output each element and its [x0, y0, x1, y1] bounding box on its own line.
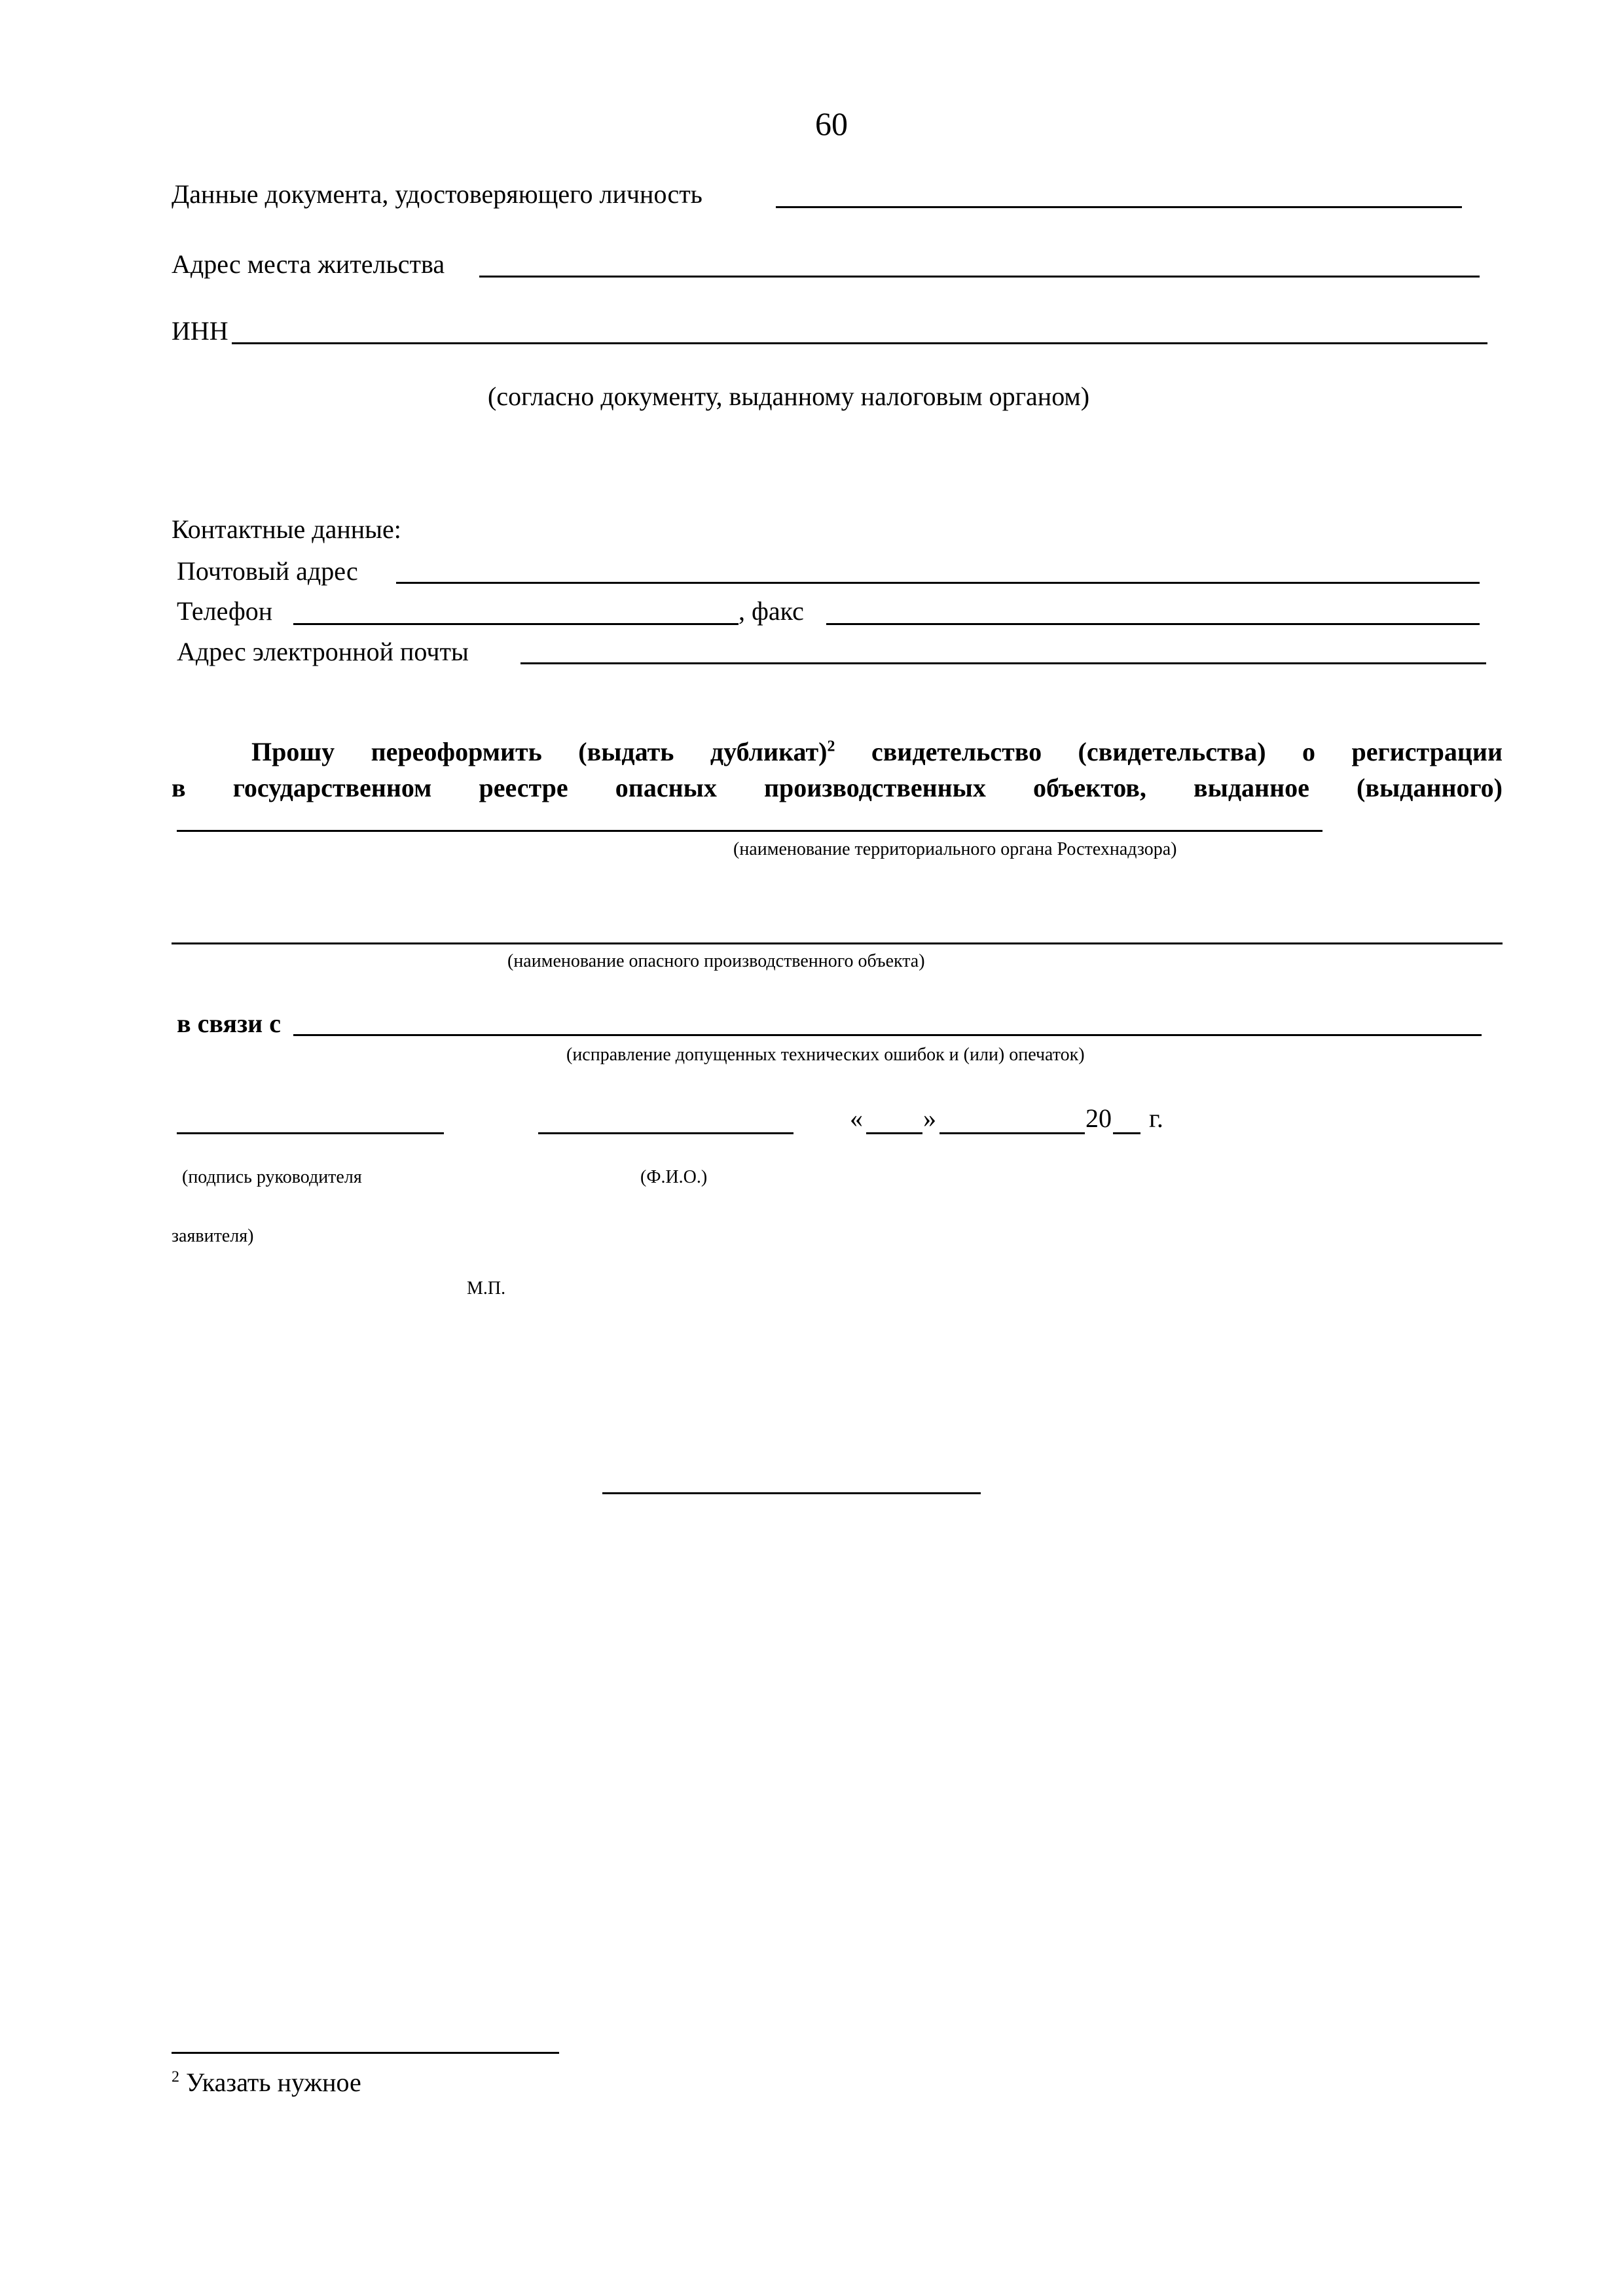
signature-caption-line-2: заявителя): [172, 1226, 254, 1246]
date-year-field[interactable]: [1113, 1132, 1140, 1134]
hazardous-object-caption: (наименование опасного производственного объекта): [507, 951, 925, 971]
territorial-organ-caption: (наименование территориального органа Ростехнадзора): [733, 839, 1177, 859]
separator-line: [602, 1492, 981, 1494]
stamp-label: М.П.: [467, 1278, 506, 1299]
hazardous-object-field[interactable]: [172, 942, 1503, 944]
request-line-1-part-1: Прошу переоформить (выдать дубликат): [251, 737, 828, 766]
date-open-quote: «: [850, 1103, 863, 1133]
contacts-heading: Контактные данные:: [172, 514, 401, 544]
request-line-1-part-2: свидетельство (свидетельства) о регистрации: [835, 737, 1503, 766]
phone-field[interactable]: [293, 623, 739, 625]
page-number: 60: [815, 105, 848, 142]
date-month-field[interactable]: [939, 1132, 1085, 1134]
footnote-reference: 2: [827, 738, 835, 755]
request-line-2: в государственном реестре опасных производственных объектов, выданное (выданного): [172, 773, 1503, 802]
footnote-rule: [172, 2052, 559, 2054]
email-label: Адрес электронной почты: [177, 637, 469, 666]
postal-address-field[interactable]: [396, 582, 1480, 584]
request-line-1: [172, 736, 1503, 768]
postal-address-label: Почтовый адрес: [177, 556, 358, 586]
inn-note: (согласно документу, выданному налоговым органом): [488, 382, 1090, 411]
fio-caption: (Ф.И.О.): [640, 1167, 708, 1187]
signature-caption-line-1: (подпись руководителя: [182, 1167, 362, 1187]
fio-field[interactable]: [538, 1132, 793, 1134]
phone-label: Телефон: [177, 596, 273, 626]
date-year-suffix: г.: [1149, 1103, 1163, 1133]
email-field[interactable]: [520, 662, 1486, 664]
inn-field[interactable]: [232, 342, 1487, 344]
inn-label: ИНН: [172, 316, 228, 346]
footnote-text: Указать нужное: [186, 2068, 361, 2097]
reason-label: в связи с: [177, 1009, 281, 1038]
residence-address-field[interactable]: [479, 276, 1480, 278]
territorial-organ-field[interactable]: [177, 830, 1322, 832]
identity-document-label: Данные документа, удостоверяющего личность: [172, 179, 702, 209]
fax-field[interactable]: [826, 623, 1480, 625]
reason-caption: (исправление допущенных технических ошибок и (или) опечаток): [566, 1045, 1085, 1065]
fax-label: , факс: [739, 596, 804, 626]
date-close-quote: »: [923, 1103, 936, 1133]
footnote-number: 2: [172, 2068, 179, 2086]
date-day-field[interactable]: [866, 1132, 922, 1134]
date-year-prefix: 20: [1085, 1103, 1112, 1133]
footnote: [172, 2067, 361, 2098]
residence-address-label: Адрес места жительства: [172, 249, 445, 279]
identity-document-field[interactable]: [776, 206, 1462, 208]
signature-field[interactable]: [177, 1132, 444, 1134]
reason-field[interactable]: [293, 1034, 1482, 1036]
